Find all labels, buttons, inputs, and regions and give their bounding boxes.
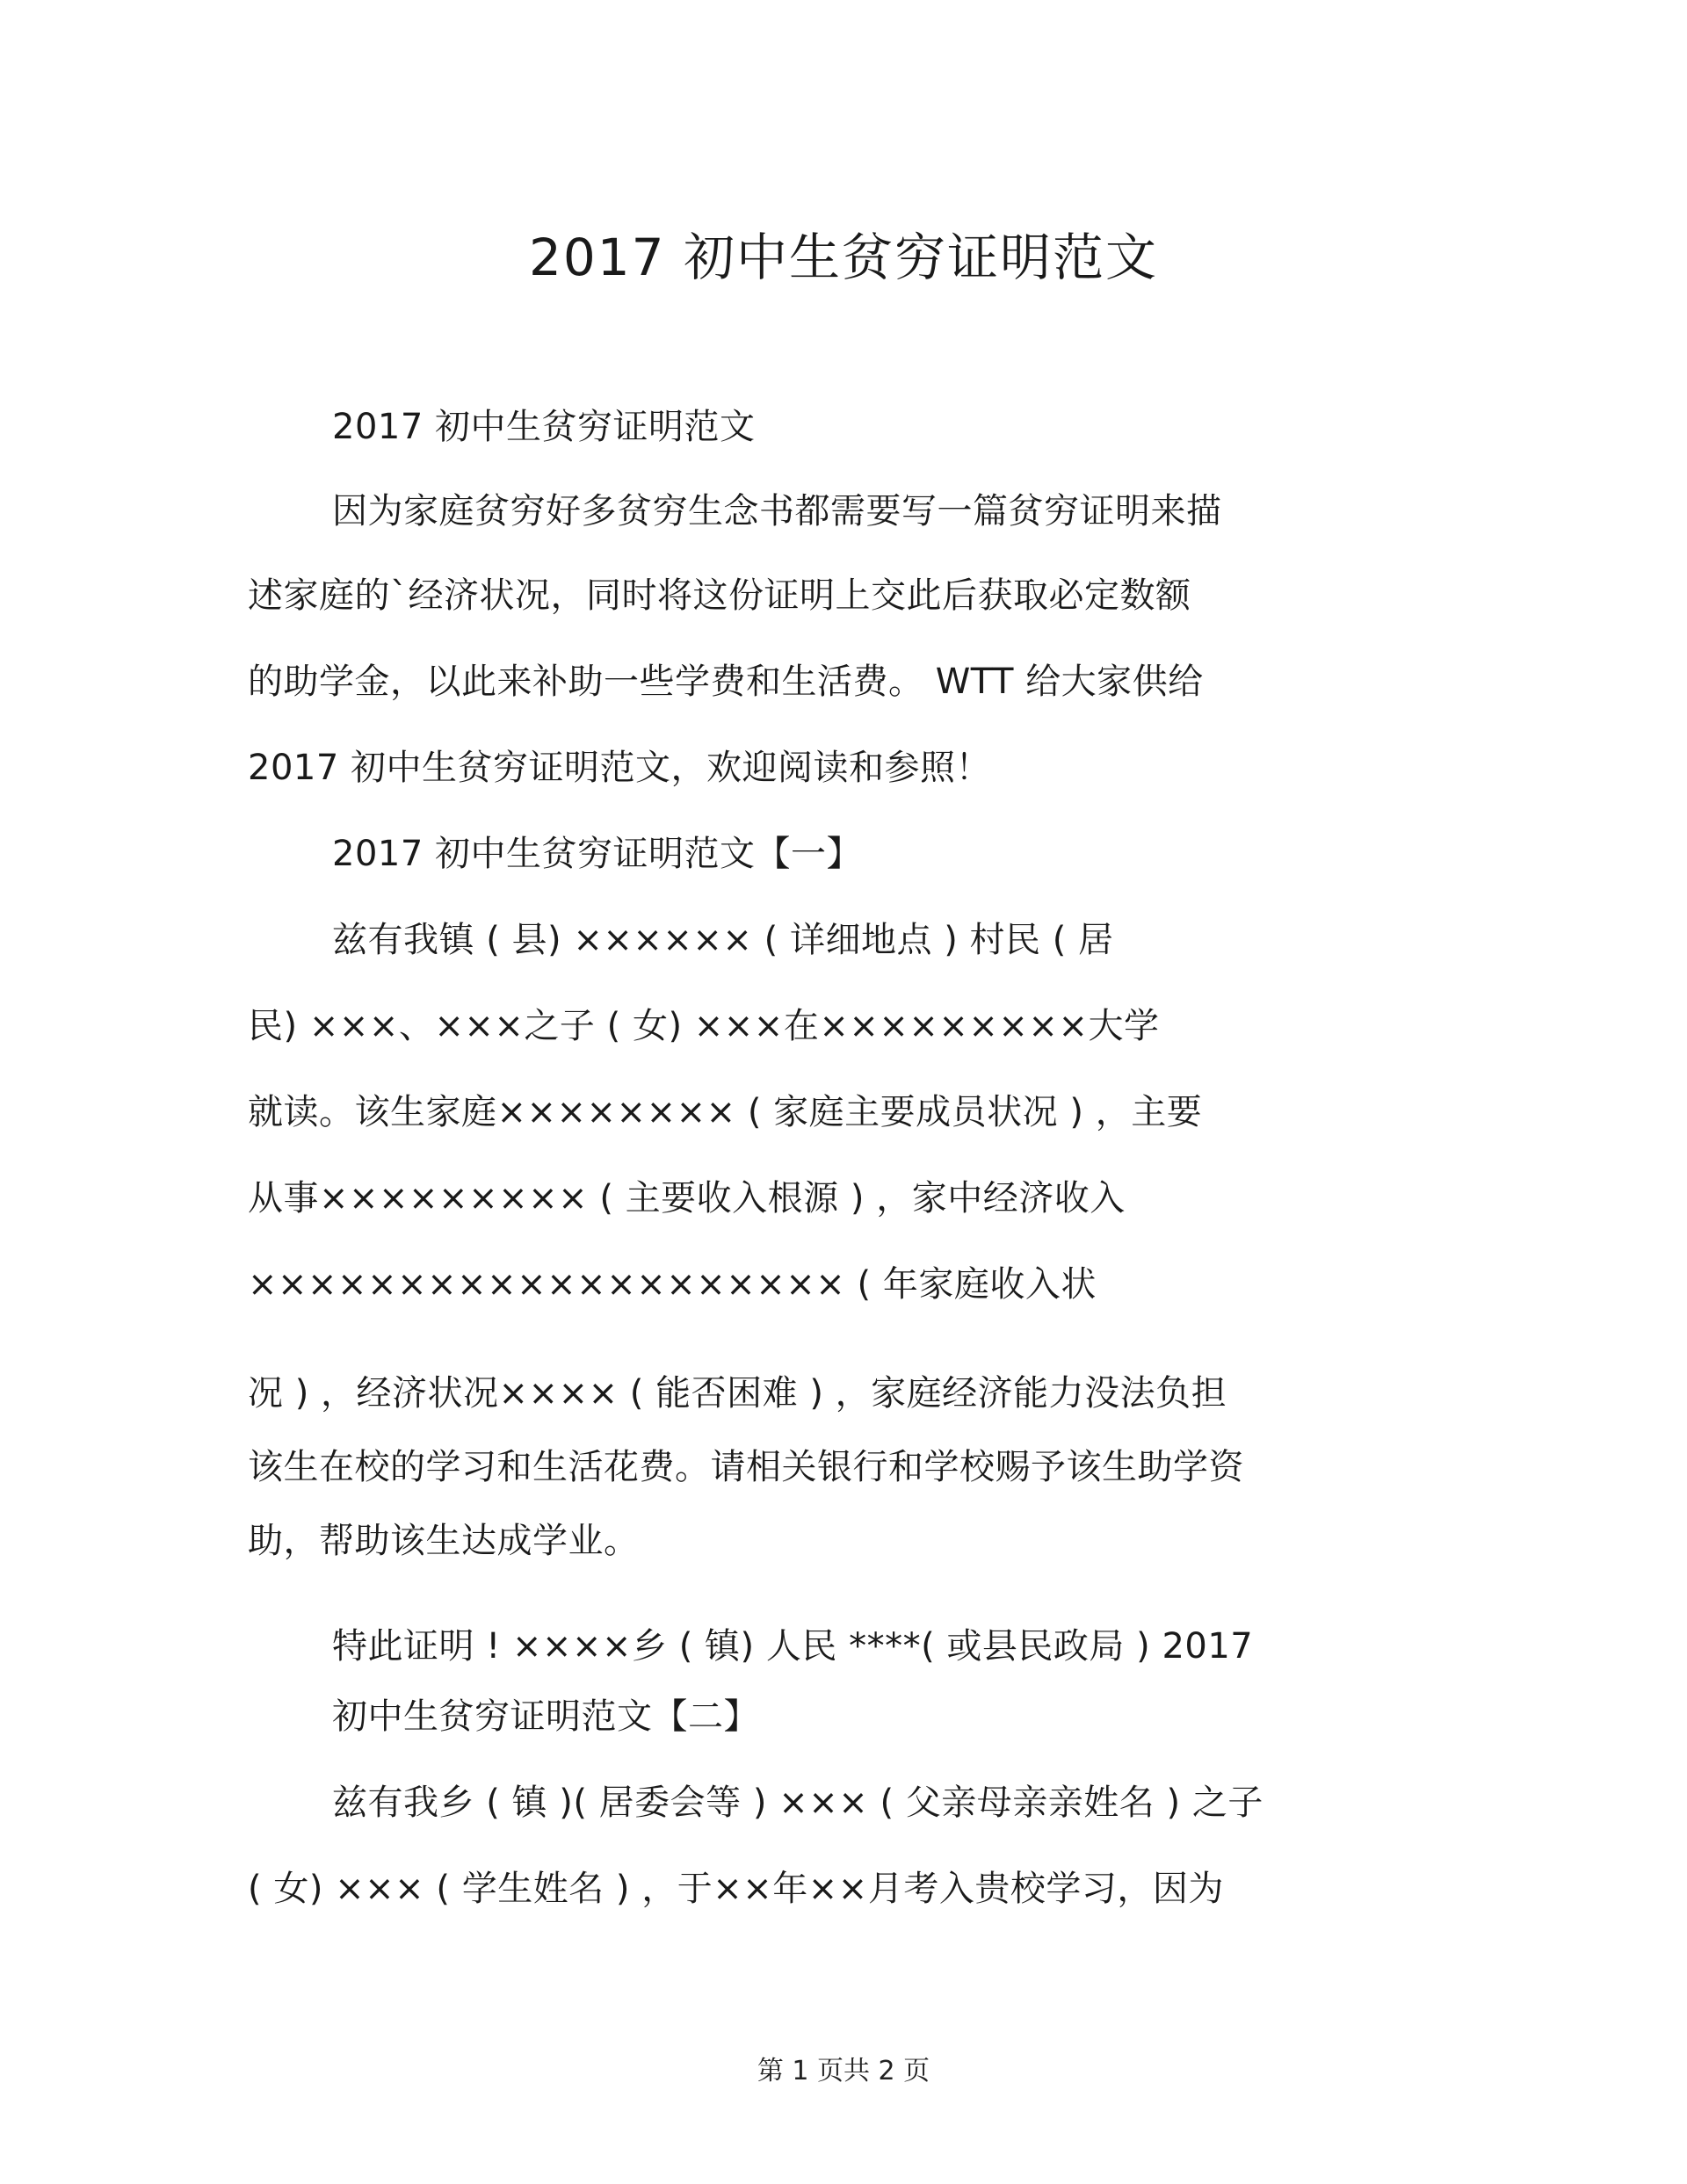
paragraph-line: 兹有我镇 ( 县) ×××××× ( 详细地点 ) 村民 ( 居	[332, 920, 1114, 960]
paragraph-line: 从事××××××××× ( 主要收入根源 ) ，家中经济收入	[248, 1178, 1126, 1219]
paragraph-line: 助，帮助该生达成学业。	[248, 1521, 640, 1561]
paragraph-line: ( 女) ××× ( 学生姓名 ) ，于××年××月考入贵校学习，因为	[248, 1869, 1224, 1909]
paragraph-line: 民) ×××、×××之子 ( 女) ×××在×××××××××大学	[248, 1006, 1160, 1046]
paragraph-line: 初中生贫穷证明范文【二】	[332, 1696, 759, 1737]
paragraph-line: 因为家庭贫穷好多贫穷生念书都需要写一篇贫穷证明来描	[332, 491, 1222, 532]
paragraph-line: 况 ) ，经济状况×××× ( 能否困难 ) ，家庭经济能力没法负担	[248, 1373, 1227, 1414]
paragraph-line: 述家庭的`经济状况，同时将这份证明上交此后获取必定数额	[248, 575, 1191, 616]
paragraph-line: 的助学金，以此来补助一些学费和生活费。 WTT 给大家供给	[248, 662, 1204, 702]
paragraph-line: ×××××××××××××××××××× ( 年家庭收入状	[248, 1264, 1097, 1305]
paragraph-line: 2017 初中生贫穷证明范文【一】	[332, 834, 863, 874]
paragraph-line: 2017 初中生贫穷证明范文，欢迎阅读和参照！	[248, 748, 992, 788]
paragraph-line: 2017 初中生贫穷证明范文	[332, 407, 756, 447]
page-number-footer: 第 1 页共 2 页	[757, 2056, 930, 2086]
paragraph-line: 该生在校的学习和生活花费。请相关银行和学校赐予该生助学资	[248, 1447, 1244, 1487]
paragraph-line: 就读。该生家庭×××××××× ( 家庭主要成员状况 ) ，主要	[248, 1092, 1203, 1132]
document-title: 2017 初中生贫穷证明范文	[528, 228, 1159, 287]
paragraph-line: 特此证明 ! ××××乡 ( 镇) 人民 ****( 或县民政局 ) 2017	[332, 1626, 1254, 1667]
paragraph-line: 兹有我乡 ( 镇 )( 居委会等 ) ××× ( 父亲母亲亲姓名 ) 之子	[332, 1783, 1263, 1823]
